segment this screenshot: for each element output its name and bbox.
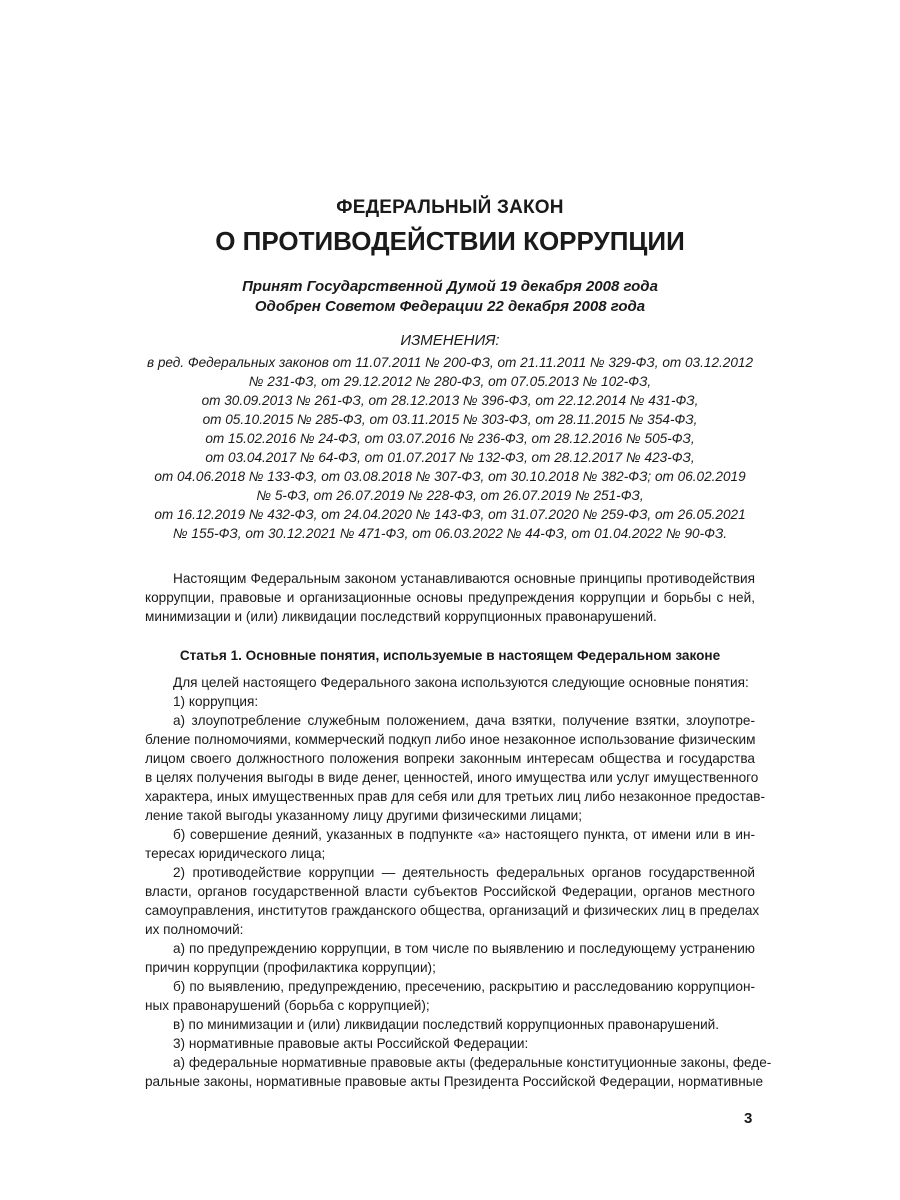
article-line: бление полномочиями, коммерческий подкуп либо иное незаконное использование физическим [145,732,756,747]
adopted-by-duma: Принят Государственной Думой 19 декабря 2008 года [242,278,658,295]
changes-line: № 231-ФЗ, от 29.12.2012 № 280-ФЗ, от 07.05.2013 № 102-ФЗ, [248,374,652,389]
changes-line: № 5-ФЗ, от 26.07.2019 № 228-ФЗ, от 26.07.2019 № 251-ФЗ, [256,488,644,503]
page-content [145,195,772,1091]
adoption-info [145,277,755,317]
preamble-line: Настоящим Федеральным законом устанавливаются основные принципы противодействия [173,571,755,586]
changes-line: от 03.04.2017 № 64-ФЗ, от 01.07.2017 № 132-ФЗ, от 28.12.2017 № 423-ФЗ, [205,450,695,465]
changes-line: от 15.02.2016 № 24-ФЗ, от 03.07.2016 № 236-ФЗ, от 28.12.2016 № 505-ФЗ, [205,431,695,446]
changes-line: в ред. Федеральных законов от 11.07.2011 № 200-ФЗ, от 21.11.2011 № 329-ФЗ, от 03.12.2012 [146,355,754,370]
article-line: Для целей настоящего Федерального закона используются следующие основные понятия: [173,675,749,690]
article-line: ральные законы, нормативные правовые акты Президента Российской Федерации, нормативные [145,1074,764,1089]
article-line: б) по выявлению, предупреждению, пресечению, раскрытию и расследованию коррупцион- [173,979,755,994]
article-line: 1) коррупция: [173,694,259,709]
article-line: причин коррупции (профилактика коррупции); [145,960,436,975]
article-line: самоуправления, институтов гражданского общества, организаций и физических лиц в пределах [145,903,760,918]
article-line: в) по минимизации и (или) ликвидации последствий коррупционных правонарушений. [173,1017,720,1032]
changes-list [145,353,755,543]
article-line: лицом своего должностного положения вопреки законным интересам общества и государства [145,751,755,766]
changes-heading: ИЗМЕНЕНИЯ: [400,332,500,349]
changes-line: № 155-ФЗ, от 30.12.2021 № 471-ФЗ, от 06.03.2022 № 44-ФЗ, от 01.04.2022 № 90-ФЗ. [172,526,728,541]
page-number: 3 [744,1110,753,1127]
article-1-body [145,673,772,1091]
preamble-line: коррупции, правовые и организационные основы предупреждения коррупции и борьбы с ней, [145,590,755,605]
article-line: власти, органов государственной власти субъектов Российской Федерации, органов местного [145,884,755,899]
changes-line: от 16.12.2019 № 432-ФЗ, от 24.04.2020 № 143-ФЗ, от 31.07.2020 № 259-ФЗ, от 26.05.2021 [154,507,746,522]
article-line: а) злоупотребление служебным положением, дача взятки, получение взятки, злоупотре- [173,713,755,728]
article-line: характера, иных имущественных прав для себя или для третьих лиц либо незаконное предостав- [145,789,765,804]
preamble-line: минимизации и (или) ликвидации последствий коррупционных правонарушений. [145,609,657,624]
article-line: их полномочий: [145,922,244,937]
article-line: в целях получения выгоды в виде денег, ценностей, иного имущества или услуг имущественного [145,770,759,785]
law-type-heading: ФЕДЕРАЛЬНЫЙ ЗАКОН [336,197,564,218]
article-line: 2) противодействие коррупции — деятельность федеральных органов государственной [173,865,755,880]
article-1-title: Статья 1. Основные понятия, используемые в настоящем Федеральном законе [179,648,721,663]
article-line: 3) нормативные правовые акты Российской Федерации: [173,1036,529,1051]
article-line: а) по предупреждению коррупции, в том числе по выявлению и последующему устранению [173,941,755,956]
preamble [145,569,755,626]
article-line: ление такой выгоды указанному лицу другими физическими лицами; [145,808,583,823]
law-title: О ПРОТИВОДЕЙСТВИИ КОРРУПЦИИ [215,226,685,256]
changes-line: от 04.06.2018 № 133-ФЗ, от 03.08.2018 № 307-ФЗ, от 30.10.2018 № 382-ФЗ; от 06.02.2019 [154,469,746,484]
changes-line: от 05.10.2015 № 285-ФЗ, от 03.11.2015 № 303-ФЗ, от 28.11.2015 № 354-ФЗ, [202,412,698,427]
changes-line: от 30.09.2013 № 261-ФЗ, от 28.12.2013 № 396-ФЗ, от 22.12.2014 № 431-ФЗ, [201,393,699,408]
article-line: тересах юридического лица; [145,846,326,861]
article-line: а) федеральные нормативные правовые акты (федеральные конституционные законы, феде- [173,1055,772,1070]
article-line: ных правонарушений (борьба с коррупцией); [145,998,430,1013]
approved-by-federation-council: Одобрен Советом Федерации 22 декабря 2008 года [254,298,646,315]
article-line: б) совершение деяний, указанных в подпункте «а» настоящего пункта, от имени или в ин- [173,827,755,842]
